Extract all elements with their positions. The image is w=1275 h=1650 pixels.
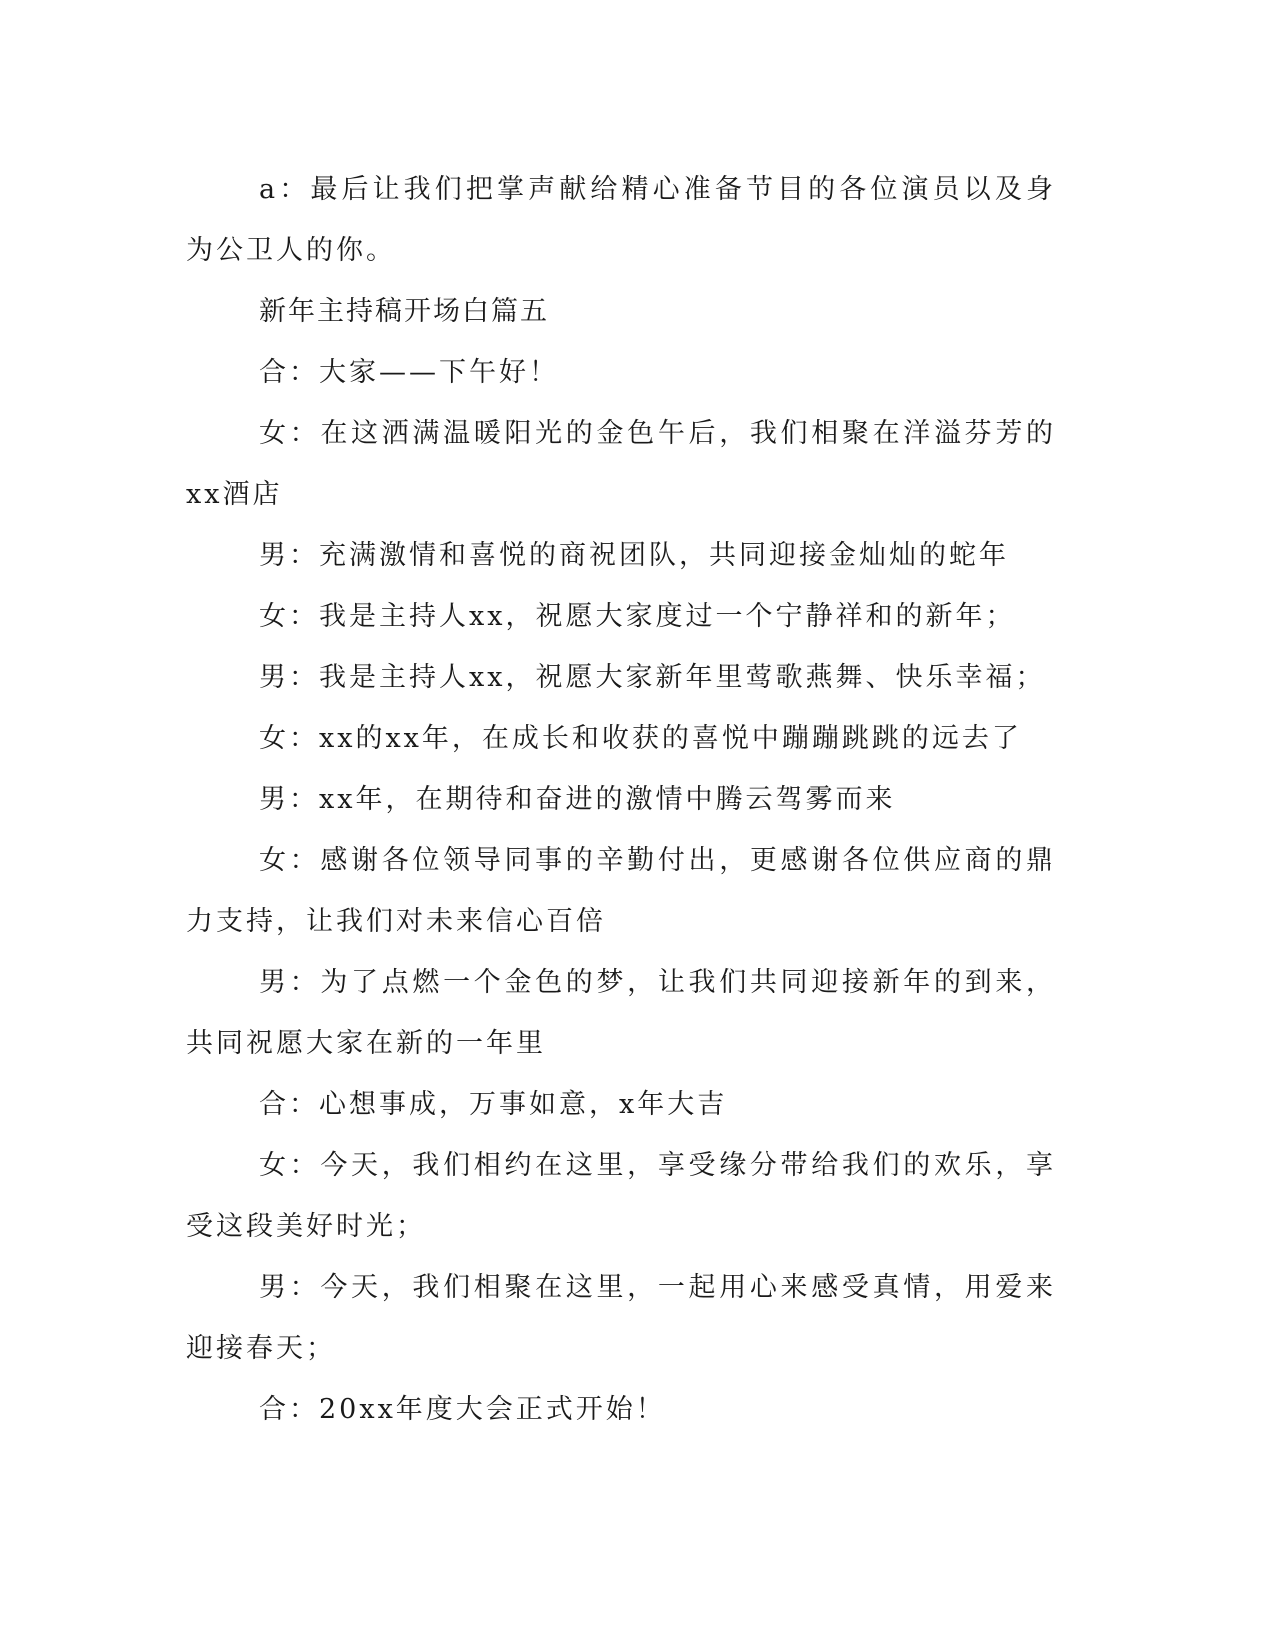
paragraph-together-2: 合：20xx年度大会正式开始！	[259, 1394, 666, 1425]
paragraph-greeting: 合：大家——下午好！	[259, 357, 559, 388]
paragraph-together-1: 合：心想事成，万事如意，x年大吉	[259, 1089, 728, 1120]
document-body	[186, 159, 1056, 1440]
paragraph-closing-a: a：最后让我们把掌声献给精心准备节目的各位演员以及身为公卫人的你。	[186, 174, 1056, 266]
paragraph-male-4: 男：为了点燃一个金色的梦，让我们共同迎接新年的到来，共同祝愿大家在新的一年里	[186, 967, 1056, 1059]
paragraph-male-5: 男：今天，我们相聚在这里，一起用心来感受真情，用爱来迎接春天；	[186, 1272, 1056, 1364]
paragraph-female-2: 女：我是主持人xx，祝愿大家度过一个宁静祥和的新年；	[259, 601, 1016, 632]
paragraph-female-1: 女：在这洒满温暖阳光的金色午后，我们相聚在洋溢芬芳的xx酒店	[186, 418, 1056, 510]
paragraph-female-4: 女：感谢各位领导同事的辛勤付出，更感谢各位供应商的鼎力支持，让我们对未来信心百倍	[186, 845, 1056, 937]
paragraph-female-3: 女：xx的xx年，在成长和收获的喜悦中蹦蹦跳跳的远去了	[259, 723, 1022, 754]
paragraph-male-3: 男：xx年，在期待和奋进的激情中腾云驾雾而来	[259, 784, 896, 815]
paragraph-male-1: 男：充满激情和喜悦的商祝团队，共同迎接金灿灿的蛇年	[259, 540, 1009, 571]
section-heading: 新年主持稿开场白篇五	[259, 296, 549, 327]
paragraph-female-5: 女：今天，我们相约在这里，享受缘分带给我们的欢乐，享受这段美好时光；	[186, 1150, 1056, 1242]
paragraph-male-2: 男：我是主持人xx，祝愿大家新年里莺歌燕舞、快乐幸福；	[259, 662, 1046, 693]
